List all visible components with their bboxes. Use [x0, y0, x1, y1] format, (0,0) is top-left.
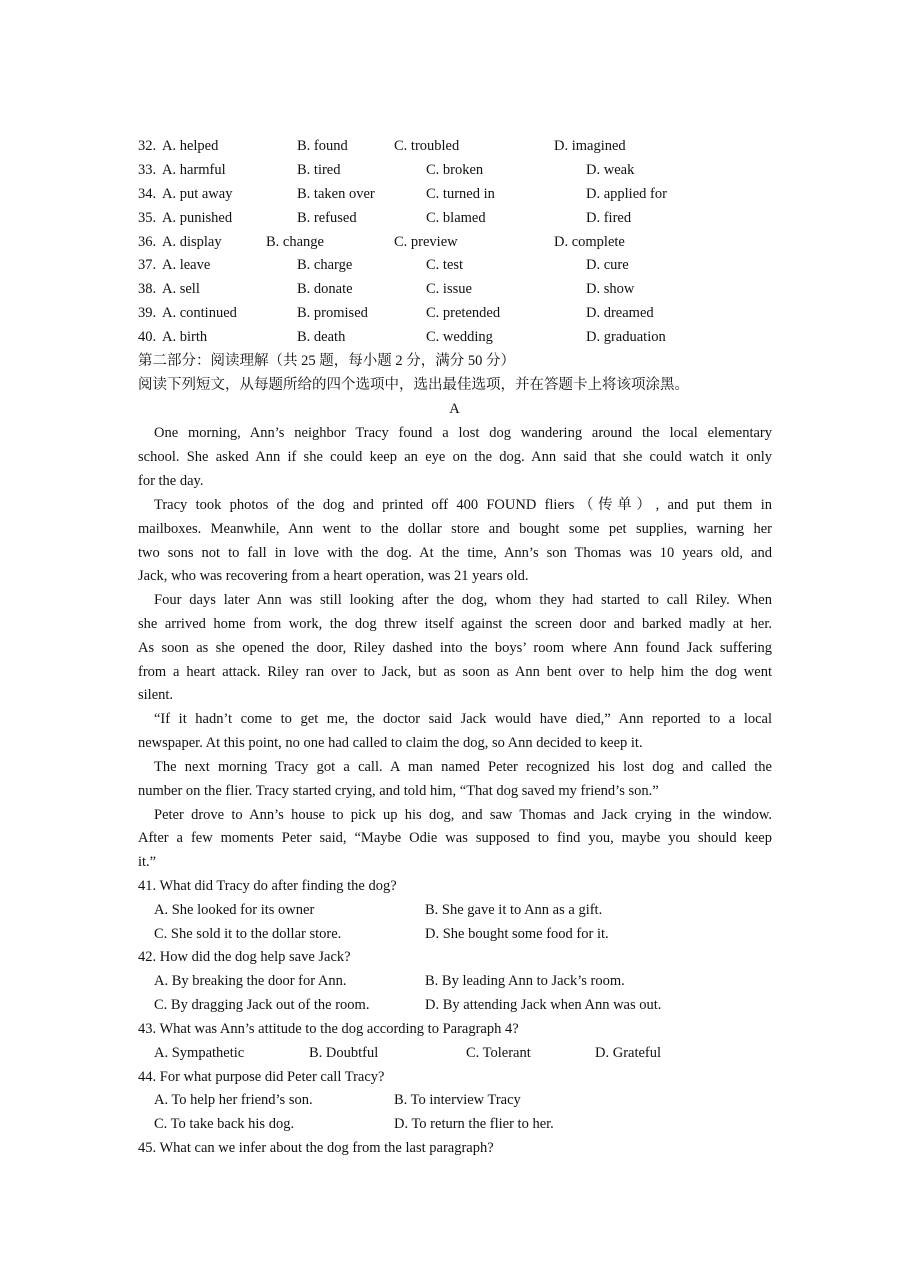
option-d: D. dreamed [586, 305, 654, 321]
option-d: D. imagined [554, 138, 626, 154]
option-row [138, 1043, 778, 1063]
option-b: B. She gave it to Ann as a gift. [425, 902, 603, 918]
option-c: C. She sold it to the dollar store. [154, 926, 342, 942]
option-c: C. wedding [426, 329, 493, 345]
question-stem: 45. What can we infer about the dog from the last paragraph? [138, 1140, 494, 1156]
passage-line: Tracy took photos of the dog and printed off 400 FOUND fliers（传单）, and put them in [154, 497, 772, 513]
option-b: B. By leading Ann to Jack’s room. [425, 973, 625, 989]
option-b: B. change [266, 234, 324, 250]
passage-line: The next morning Tracy got a call. A man named Peter recognized his lost dog and called the [154, 759, 772, 775]
option-c: C. troubled [394, 138, 460, 154]
option-d: D. complete [554, 234, 625, 250]
option-c: C. By dragging Jack out of the room. [154, 997, 370, 1013]
option-a: A. leave [162, 257, 211, 273]
option-a: A. By breaking the door for Ann. [154, 973, 347, 989]
option-c: C. blamed [426, 210, 486, 226]
option-b: B. To interview Tracy [394, 1092, 521, 1108]
option-c: C. preview [394, 234, 458, 250]
option-b: B. donate [297, 281, 353, 297]
option-d: D. She bought some food for it. [425, 926, 609, 942]
passage-line: After a few moments Peter said, “Maybe Odie was supposed to find you, maybe you should keep [138, 830, 772, 846]
option-row [138, 995, 778, 1015]
option-c: C. test [426, 257, 464, 273]
option-a: A. To help her friend’s son. [154, 1092, 313, 1108]
option-a: A. display [162, 234, 222, 250]
option-d: D. cure [586, 257, 629, 273]
option-b: B. tired [297, 162, 341, 178]
section-heading: 第二部分：阅读理解（共 25 题，每小题 2 分，满分 50 分） [138, 353, 515, 369]
question-number: 32. [138, 138, 157, 154]
option-row [138, 232, 778, 252]
passage-line: number on the flier. Tracy started crying, and told him, “That dog saved my friend’s son.” [138, 783, 659, 799]
option-b: B. taken over [297, 186, 375, 202]
option-row [138, 184, 778, 204]
option-b: B. promised [297, 305, 368, 321]
option-b: B. Doubtful [309, 1045, 379, 1061]
passage-line: silent. [138, 687, 174, 703]
option-a: A. harmful [162, 162, 226, 178]
option-d: D. show [586, 281, 635, 297]
passage-line: “If it hadn’t come to get me, the doctor said Jack would have died,” Ann reported to a local [154, 711, 772, 727]
option-d: D. applied for [586, 186, 667, 202]
option-a: A. sell [162, 281, 200, 297]
passage-line: mailboxes. Meanwhile, Ann went to the dollar store and bought some pet supplies, warning her [138, 521, 772, 537]
option-a: A. continued [162, 305, 237, 321]
question-stem: 41. What did Tracy do after finding the dog? [138, 878, 397, 894]
option-d: D. weak [586, 162, 635, 178]
option-c: C. turned in [426, 186, 495, 202]
option-d: D. Grateful [595, 1045, 662, 1061]
option-b: B. death [297, 329, 346, 345]
question-stem: 44. For what purpose did Peter call Tracy? [138, 1069, 385, 1085]
passage-line: One morning, Ann’s neighbor Tracy found a lost dog wandering around the local elementary [154, 425, 772, 441]
question-number: 38. [138, 281, 157, 297]
option-a: A. birth [162, 329, 208, 345]
option-row [138, 1114, 778, 1134]
option-row [138, 900, 778, 920]
option-d: D. graduation [586, 329, 666, 345]
question-stem: 42. How did the dog help save Jack? [138, 949, 351, 965]
option-a: A. punished [162, 210, 233, 226]
passage-line: for the day. [138, 473, 204, 489]
option-row [138, 327, 778, 347]
option-b: B. found [297, 138, 348, 154]
option-a: A. put away [162, 186, 233, 202]
question-number: 40. [138, 329, 157, 345]
passage-line: it.” [138, 854, 157, 870]
option-d: D. To return the flier to her. [394, 1116, 554, 1132]
option-b: B. refused [297, 210, 357, 226]
option-c: C. Tolerant [466, 1045, 531, 1061]
passage-line: Jack, who was recovering from a heart operation, was 21 years old. [138, 568, 529, 584]
option-a: A. Sympathetic [154, 1045, 245, 1061]
option-a: A. She looked for its owner [154, 902, 315, 918]
passage-line: from a heart attack. Riley ran over to Jack, but as soon as Ann bent over to help him the dog went [138, 664, 772, 680]
question-number: 36. [138, 234, 157, 250]
option-row [138, 136, 778, 156]
section-instruction: 阅读下列短文，从每题所给的四个选项中，选出最佳选项，并在答题卡上将该项涂黑。 [138, 377, 689, 393]
question-number: 35. [138, 210, 157, 226]
option-row [138, 255, 778, 275]
option-row [138, 1090, 778, 1110]
option-c: C. To take back his dog. [154, 1116, 295, 1132]
option-d: D. fired [586, 210, 632, 226]
option-row [138, 160, 778, 180]
question-number: 33. [138, 162, 157, 178]
passage-line: school. She asked Ann if she could keep an eye on the dog. Ann said that she could watch it only [138, 449, 772, 465]
option-row [138, 971, 778, 991]
option-row [138, 303, 778, 323]
passage-line: she arrived home from work, the dog threw itself against the screen door and barked madly at her. [138, 616, 772, 632]
passage-line: two sons not to fall in love with the dog. At the time, Ann’s son Thomas was 10 years old, and [138, 545, 772, 561]
question-number: 34. [138, 186, 157, 202]
passage-line: As soon as she opened the door, Riley dashed into the boys’ room where Ann found Jack suffering [138, 640, 772, 656]
passage-line: Peter drove to Ann’s house to pick up his dog, and saw Thomas and Jack crying in the window. [154, 807, 772, 823]
option-c: C. issue [426, 281, 472, 297]
passage-line: Four days later Ann was still looking after the dog, whom they had started to call Riley. When [154, 592, 772, 608]
option-d: D. By attending Jack when Ann was out. [425, 997, 662, 1013]
question-number: 37. [138, 257, 157, 273]
option-b: B. charge [297, 257, 353, 273]
option-c: C. broken [426, 162, 484, 178]
option-row [138, 208, 778, 228]
option-row [138, 279, 778, 299]
option-a: A. helped [162, 138, 219, 154]
question-number: 39. [138, 305, 157, 321]
option-row [138, 924, 778, 944]
option-c: C. pretended [426, 305, 501, 321]
passage-label: A [449, 401, 460, 417]
passage-line: newspaper. At this point, no one had called to claim the dog, so Ann decided to keep it. [138, 735, 643, 751]
question-stem: 43. What was Ann’s attitude to the dog according to Paragraph 4? [138, 1021, 519, 1037]
